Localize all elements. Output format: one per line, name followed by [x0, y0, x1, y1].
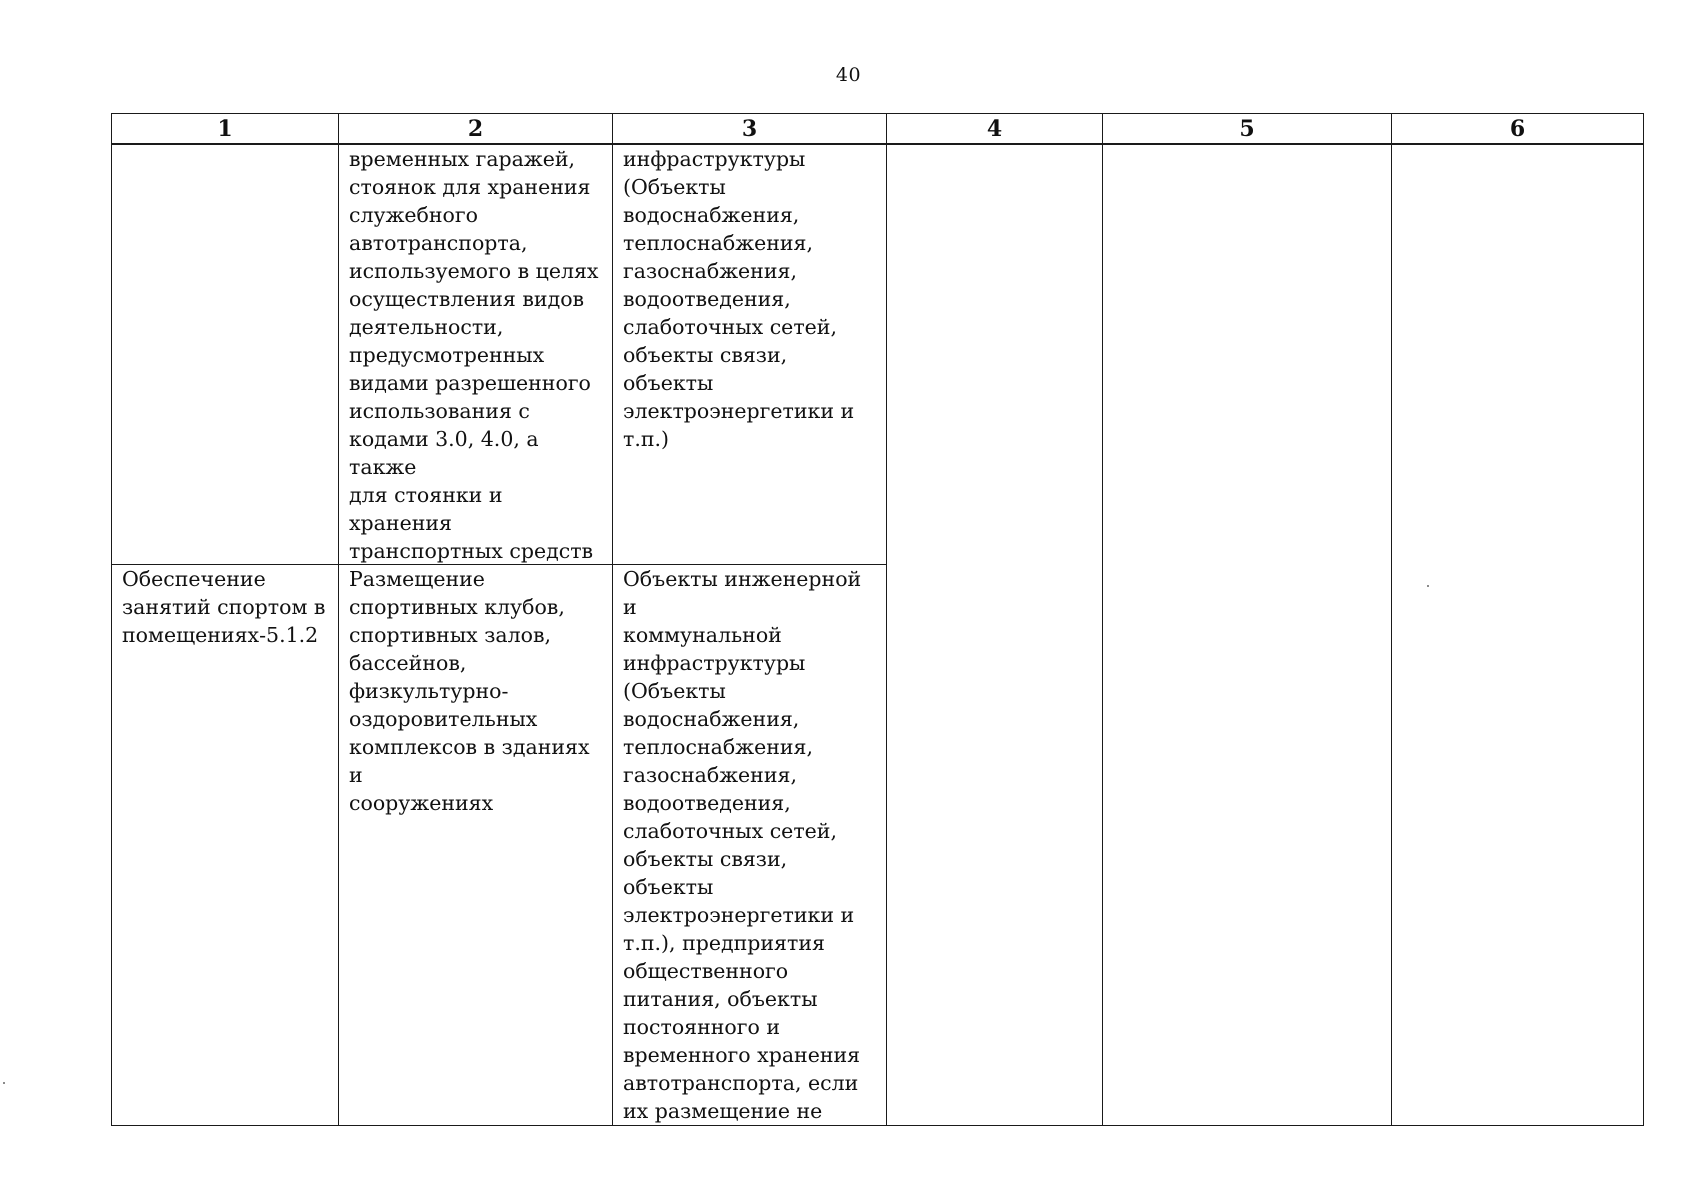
cell-text: временных гаражей, стоянок для хранения служебного автотранспорта, используемого в целях осуществления видов деятельности, предусмотренных видами разрешенного использования с кодами 3.0, 4.0, а также для стоянки и хранения транспортных средств [349, 147, 599, 563]
column-header-1: 1 [112, 114, 339, 145]
cell-text: Размещение спортивных клубов, спортивных залов, бассейнов, физкультурно- оздоровительных комплексов в зданиях и сооружениях [349, 567, 590, 815]
scan-speck [3, 1082, 5, 1084]
column-header-5: 5 [1103, 114, 1392, 145]
table-cell-column-6 [1392, 144, 1644, 1126]
land-use-table [111, 113, 1644, 1126]
table-cell-auxiliary-uses [613, 565, 887, 1126]
table-cell-description [339, 565, 613, 1126]
cell-text [122, 145, 330, 564]
cell-text: Объекты инженерной и коммунальной инфраструктуры (Объекты водоснабжения, теплоснабжения, газоснабжения, водоотведения, слаботочных сетей, объекты связи, объекты электроэнергетики и т.п.), предприятия общественного питания, объекты постоянного и временного хранения автотранспорта, если их размещение не [623, 567, 862, 1123]
table-cell-column-4 [887, 144, 1103, 1126]
cell-text: Обеспечение занятий спортом в помещениях-5.1.2 [122, 567, 326, 647]
table-cell-description [339, 144, 613, 565]
table-header-row [112, 114, 1644, 145]
column-header-3: 3 [613, 114, 887, 145]
column-header-6: 6 [1392, 114, 1644, 145]
column-header-4: 4 [887, 114, 1103, 145]
cell-text: инфраструктуры (Объекты водоснабжения, теплоснабжения, газоснабжения, водоотведения, слаботочных сетей, объекты связи, объекты электроэнергетики и т.п.) [623, 147, 855, 451]
table-cell-use-type [112, 565, 339, 1126]
page-number: 40 [835, 64, 862, 86]
scan-speck [1427, 585, 1429, 587]
column-header-2: 2 [339, 114, 613, 145]
table-cell-use-type [112, 144, 339, 565]
table-row [112, 144, 1644, 565]
table-cell-auxiliary-uses [613, 144, 887, 565]
table-cell-column-5 [1103, 144, 1392, 1126]
